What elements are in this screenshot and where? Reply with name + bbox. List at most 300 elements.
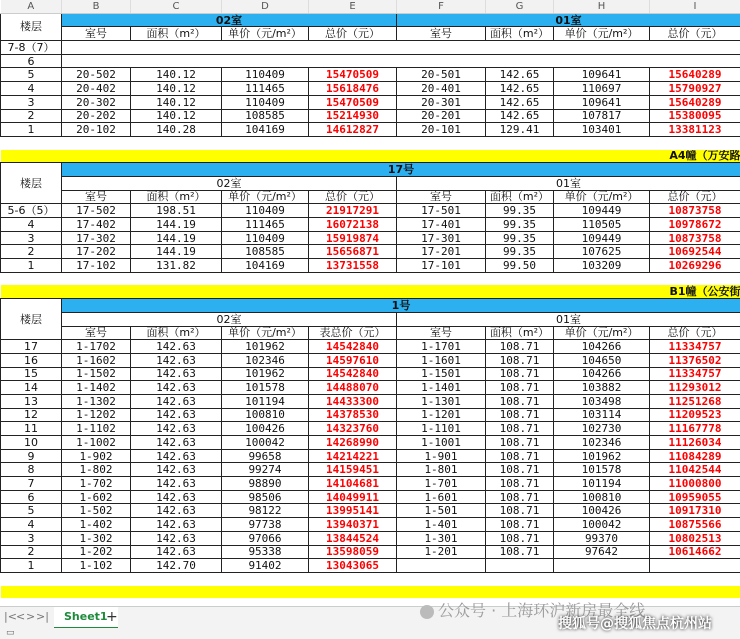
floor-cell[interactable]: 2	[1, 245, 62, 259]
data-cell[interactable]: 1-1101	[397, 422, 486, 436]
data-cell[interactable]: 1-202	[62, 545, 131, 559]
data-cell[interactable]: 17-402	[62, 218, 131, 232]
data-cell[interactable]: 11084289	[650, 449, 740, 463]
data-cell[interactable]: 11167778	[650, 422, 740, 436]
data-cell[interactable]: 104266	[554, 340, 650, 354]
data-cell[interactable]: 17-401	[397, 218, 486, 232]
data-cell[interactable]: 1-1201	[397, 408, 486, 422]
data-cell[interactable]: 104266	[554, 367, 650, 381]
col-title-room[interactable]: 室号	[397, 27, 486, 41]
data-cell[interactable]: 110409	[222, 95, 309, 109]
data-cell[interactable]: 109641	[554, 68, 650, 82]
data-cell[interactable]: 97642	[554, 545, 650, 559]
data-cell[interactable]	[486, 559, 554, 573]
floor-cell[interactable]: 1	[1, 123, 62, 137]
data-cell[interactable]: 142.63	[131, 449, 222, 463]
data-cell[interactable]: 99370	[554, 531, 650, 545]
building-header[interactable]: 17号	[62, 163, 740, 177]
data-cell[interactable]: 17-501	[397, 204, 486, 218]
add-sheet-icon[interactable]: +	[106, 609, 118, 625]
data-cell[interactable]: 103498	[554, 394, 650, 408]
floor-cell[interactable]: 2	[1, 545, 62, 559]
col-title-room[interactable]: 室号	[397, 190, 486, 204]
data-cell[interactable]: 21917291	[309, 204, 397, 218]
data-cell[interactable]: 20-301	[397, 95, 486, 109]
data-cell[interactable]: 110505	[554, 218, 650, 232]
data-cell[interactable]: 14323760	[309, 422, 397, 436]
data-cell[interactable]: 100426	[554, 504, 650, 518]
col-title-area[interactable]: 面积（m²）	[131, 326, 222, 340]
data-cell[interactable]: 13940371	[309, 518, 397, 532]
data-cell[interactable]: 97066	[222, 531, 309, 545]
column-header-C[interactable]: C	[131, 0, 222, 13]
data-cell[interactable]: 142.63	[131, 381, 222, 395]
section-banner-bottom[interactable]	[1, 586, 740, 599]
data-cell[interactable]: 98506	[222, 490, 309, 504]
col-title-room[interactable]: 室号	[62, 27, 131, 41]
data-cell[interactable]: 142.63	[131, 394, 222, 408]
floor-cell[interactable]: 6	[1, 490, 62, 504]
data-cell[interactable]: 1-1301	[397, 394, 486, 408]
data-cell[interactable]: 110409	[222, 68, 309, 82]
data-cell[interactable]: 108.71	[486, 504, 554, 518]
section-banner[interactable]: A4幢（万安路	[1, 150, 740, 163]
data-cell[interactable]: 1-502	[62, 504, 131, 518]
data-cell[interactable]: 140.12	[131, 68, 222, 82]
data-cell[interactable]: 140.12	[131, 82, 222, 96]
next-sheet-nav-icon[interactable]: >	[26, 610, 36, 623]
data-cell[interactable]: 108.71	[486, 531, 554, 545]
data-cell[interactable]: 144.19	[131, 245, 222, 259]
data-cell[interactable]	[650, 559, 740, 573]
data-cell[interactable]	[397, 559, 486, 573]
data-cell[interactable]: 142.63	[131, 422, 222, 436]
gap-row[interactable]	[1, 136, 740, 149]
data-cell[interactable]: 20-202	[62, 109, 131, 123]
floor-header[interactable]: 楼层	[1, 163, 62, 204]
data-cell[interactable]: 101962	[222, 367, 309, 381]
data-cell[interactable]: 101578	[554, 463, 650, 477]
data-cell[interactable]: 142.63	[131, 504, 222, 518]
data-cell[interactable]: 1-1501	[397, 367, 486, 381]
data-cell[interactable]: 1-602	[62, 490, 131, 504]
data-cell[interactable]: 1-1602	[62, 353, 131, 367]
data-cell[interactable]: 110409	[222, 204, 309, 218]
data-cell[interactable]: 108585	[222, 109, 309, 123]
sheet-tab-sheet1[interactable]: Sheet1	[54, 607, 118, 629]
data-cell[interactable]: 15470509	[309, 68, 397, 82]
data-cell[interactable]: 100042	[222, 436, 309, 450]
data-cell[interactable]: 1-701	[397, 477, 486, 491]
data-cell[interactable]: 108.71	[486, 422, 554, 436]
data-cell[interactable]: 14378530	[309, 408, 397, 422]
data-cell[interactable]: 1-902	[62, 449, 131, 463]
data-cell[interactable]: 17-202	[62, 245, 131, 259]
data-cell[interactable]: 98122	[222, 504, 309, 518]
floor-cell[interactable]: 5	[1, 68, 62, 82]
data-cell[interactable]: 142.63	[131, 367, 222, 381]
data-cell[interactable]: 129.41	[486, 123, 554, 137]
data-cell[interactable]: 107817	[554, 109, 650, 123]
data-cell[interactable]: 20-501	[397, 68, 486, 82]
column-header-H[interactable]: H	[554, 0, 650, 13]
data-cell[interactable]: 91402	[222, 559, 309, 573]
data-cell[interactable]: 14159451	[309, 463, 397, 477]
data-cell[interactable]: 14049911	[309, 490, 397, 504]
data-cell[interactable]: 1-1402	[62, 381, 131, 395]
data-cell[interactable]: 1-601	[397, 490, 486, 504]
data-cell[interactable]: 14433300	[309, 394, 397, 408]
col-title-room[interactable]: 室号	[397, 326, 486, 340]
data-cell[interactable]: 13995141	[309, 504, 397, 518]
data-cell[interactable]: 98890	[222, 477, 309, 491]
column-header-B[interactable]: B	[62, 0, 131, 13]
col-title-unit[interactable]: 单价（元/m²）	[554, 326, 650, 340]
data-cell[interactable]: 99.35	[486, 204, 554, 218]
col-title-unit[interactable]: 单价（元/m²）	[222, 190, 309, 204]
data-cell[interactable]: 111465	[222, 218, 309, 232]
data-cell[interactable]: 10692544	[650, 245, 740, 259]
data-cell[interactable]: 142.65	[486, 68, 554, 82]
floor-cell[interactable]: 8	[1, 463, 62, 477]
data-cell[interactable]: 142.63	[131, 408, 222, 422]
data-cell[interactable]: 1-1702	[62, 340, 131, 354]
data-cell[interactable]: 104169	[222, 259, 309, 273]
data-cell[interactable]: 99.35	[486, 218, 554, 232]
data-cell[interactable]: 1-1202	[62, 408, 131, 422]
data-cell[interactable]: 1-1601	[397, 353, 486, 367]
floor-cell[interactable]: 3	[1, 95, 62, 109]
col-title-area[interactable]: 面积（m²）	[486, 27, 554, 41]
col-title-area[interactable]: 面积（m²）	[131, 27, 222, 41]
data-cell[interactable]: 103114	[554, 408, 650, 422]
data-cell[interactable]: 99274	[222, 463, 309, 477]
data-cell[interactable]: 13043065	[309, 559, 397, 573]
data-cell[interactable]: 17-301	[397, 231, 486, 245]
col-title-total[interactable]: 总价（元）	[650, 190, 740, 204]
col-title-unit[interactable]: 单价（元/m²）	[222, 27, 309, 41]
data-cell[interactable]: 108.71	[486, 340, 554, 354]
data-cell[interactable]: 101194	[222, 394, 309, 408]
floor-header[interactable]: 楼层	[1, 13, 62, 40]
column-header-D[interactable]: D	[222, 0, 309, 13]
data-cell[interactable]: 10873758	[650, 204, 740, 218]
data-cell[interactable]: 100810	[222, 408, 309, 422]
data-cell[interactable]: 144.19	[131, 218, 222, 232]
building-header[interactable]: 1号	[62, 299, 740, 313]
data-cell[interactable]: 1-402	[62, 518, 131, 532]
data-cell[interactable]: 1-1001	[397, 436, 486, 450]
data-cell[interactable]: 109449	[554, 231, 650, 245]
room-02-header[interactable]: 02室	[62, 13, 397, 27]
data-cell[interactable]: 17-102	[62, 259, 131, 273]
data-cell[interactable]: 11376502	[650, 353, 740, 367]
data-cell[interactable]: 10917310	[650, 504, 740, 518]
floor-cell[interactable]: 6	[1, 54, 62, 68]
floor-cell[interactable]: 5	[1, 504, 62, 518]
floor-cell[interactable]: 4	[1, 518, 62, 532]
data-cell[interactable]: 10978672	[650, 218, 740, 232]
data-cell[interactable]: 13381123	[650, 123, 740, 137]
data-cell[interactable]: 10802513	[650, 531, 740, 545]
empty-cell[interactable]	[62, 54, 740, 68]
floor-cell[interactable]: 7-8（7）	[1, 41, 62, 55]
data-cell[interactable]: 102730	[554, 422, 650, 436]
data-cell[interactable]: 17-502	[62, 204, 131, 218]
data-cell[interactable]: 1-801	[397, 463, 486, 477]
data-cell[interactable]: 20-402	[62, 82, 131, 96]
data-cell[interactable]: 103401	[554, 123, 650, 137]
data-cell[interactable]: 1-102	[62, 559, 131, 573]
data-cell[interactable]: 14542840	[309, 340, 397, 354]
data-cell[interactable]: 10959055	[650, 490, 740, 504]
floor-cell[interactable]: 13	[1, 394, 62, 408]
data-cell[interactable]: 14268990	[309, 436, 397, 450]
data-cell[interactable]: 95338	[222, 545, 309, 559]
data-cell[interactable]: 142.70	[131, 559, 222, 573]
data-cell[interactable]: 11042544	[650, 463, 740, 477]
data-cell[interactable]: 1-501	[397, 504, 486, 518]
data-cell[interactable]: 108585	[222, 245, 309, 259]
data-cell[interactable]: 14612827	[309, 123, 397, 137]
data-cell[interactable]: 108.71	[486, 518, 554, 532]
room-01-header[interactable]: 01室	[397, 312, 740, 326]
col-title-total_b[interactable]: 表总价（元）	[309, 326, 397, 340]
data-cell[interactable]: 101962	[222, 340, 309, 354]
data-cell[interactable]: 20-401	[397, 82, 486, 96]
data-cell[interactable]: 109449	[554, 204, 650, 218]
data-cell[interactable]: 1-1502	[62, 367, 131, 381]
data-cell[interactable]: 99.35	[486, 231, 554, 245]
floor-cell[interactable]: 16	[1, 353, 62, 367]
col-title-total[interactable]: 总价（元）	[309, 27, 397, 41]
data-cell[interactable]: 11334757	[650, 340, 740, 354]
col-title-area[interactable]: 面积（m²）	[131, 190, 222, 204]
col-title-unit[interactable]: 单价（元/m²）	[554, 27, 650, 41]
data-cell[interactable]: 142.63	[131, 518, 222, 532]
data-cell[interactable]: 1-201	[397, 545, 486, 559]
room-02-header[interactable]: 02室	[62, 176, 397, 190]
data-cell[interactable]: 108.71	[486, 490, 554, 504]
data-cell[interactable]: 11209523	[650, 408, 740, 422]
data-cell[interactable]: 15214930	[309, 109, 397, 123]
data-cell[interactable]: 142.63	[131, 353, 222, 367]
data-cell[interactable]: 142.65	[486, 95, 554, 109]
data-cell[interactable]: 20-101	[397, 123, 486, 137]
data-cell[interactable]: 14214221	[309, 449, 397, 463]
data-cell[interactable]: 15790927	[650, 82, 740, 96]
data-cell[interactable]: 108.71	[486, 436, 554, 450]
data-cell[interactable]: 101194	[554, 477, 650, 491]
data-cell[interactable]: 101578	[222, 381, 309, 395]
data-cell[interactable]: 15380095	[650, 109, 740, 123]
data-cell[interactable]: 15470509	[309, 95, 397, 109]
data-cell[interactable]: 108.71	[486, 463, 554, 477]
empty-cell[interactable]	[62, 41, 740, 55]
data-cell[interactable]: 142.63	[131, 490, 222, 504]
data-cell[interactable]: 14104681	[309, 477, 397, 491]
col-title-area[interactable]: 面积（m²）	[486, 326, 554, 340]
data-cell[interactable]: 99.35	[486, 245, 554, 259]
data-cell[interactable]: 108.71	[486, 367, 554, 381]
prev-sheet-nav-icon[interactable]: <	[16, 610, 26, 623]
floor-cell[interactable]: 5-6（5）	[1, 204, 62, 218]
gap-row[interactable]	[1, 272, 740, 285]
data-cell[interactable]: 107625	[554, 245, 650, 259]
data-cell[interactable]: 142.65	[486, 109, 554, 123]
data-cell[interactable]: 102346	[222, 353, 309, 367]
data-cell[interactable]: 108.71	[486, 449, 554, 463]
data-cell[interactable]: 99.50	[486, 259, 554, 273]
last-sheet-nav-icon[interactable]: >|	[36, 610, 49, 623]
data-cell[interactable]: 13598059	[309, 545, 397, 559]
data-cell[interactable]: 15919874	[309, 231, 397, 245]
floor-cell[interactable]: 4	[1, 218, 62, 232]
data-cell[interactable]: 142.63	[131, 545, 222, 559]
floor-cell[interactable]: 15	[1, 367, 62, 381]
data-cell[interactable]: 111465	[222, 82, 309, 96]
floor-cell[interactable]: 1	[1, 259, 62, 273]
data-cell[interactable]: 142.63	[131, 477, 222, 491]
floor-cell[interactable]: 3	[1, 231, 62, 245]
col-title-unit[interactable]: 单价（元/m²）	[222, 326, 309, 340]
data-cell[interactable]: 1-302	[62, 531, 131, 545]
data-cell[interactable]: 103882	[554, 381, 650, 395]
data-cell[interactable]: 100042	[554, 518, 650, 532]
data-cell[interactable]: 11000800	[650, 477, 740, 491]
data-cell[interactable]: 17-101	[397, 259, 486, 273]
data-cell[interactable]: 108.71	[486, 381, 554, 395]
data-cell[interactable]: 140.12	[131, 109, 222, 123]
data-cell[interactable]: 144.19	[131, 231, 222, 245]
data-cell[interactable]: 142.63	[131, 340, 222, 354]
data-cell[interactable]: 15640289	[650, 68, 740, 82]
data-cell[interactable]: 11126034	[650, 436, 740, 450]
data-cell[interactable]: 108.71	[486, 545, 554, 559]
data-cell[interactable]: 15640289	[650, 95, 740, 109]
data-cell[interactable]: 10873758	[650, 231, 740, 245]
data-cell[interactable]: 108.71	[486, 353, 554, 367]
data-cell[interactable]: 1-901	[397, 449, 486, 463]
data-cell[interactable]: 13844524	[309, 531, 397, 545]
data-cell[interactable]: 108.71	[486, 394, 554, 408]
data-cell[interactable]: 104650	[554, 353, 650, 367]
floor-cell[interactable]: 11	[1, 422, 62, 436]
floor-cell[interactable]: 2	[1, 109, 62, 123]
first-sheet-nav-icon[interactable]: |<	[4, 610, 17, 623]
floor-cell[interactable]: 9	[1, 449, 62, 463]
col-title-total[interactable]: 总价（元）	[650, 326, 740, 340]
col-title-room[interactable]: 室号	[62, 326, 131, 340]
data-cell[interactable]: 1-301	[397, 531, 486, 545]
floor-header[interactable]: 楼层	[1, 299, 62, 340]
room-01-header[interactable]: 01室	[397, 176, 740, 190]
data-cell[interactable]: 14542840	[309, 367, 397, 381]
column-header-I[interactable]: I	[650, 0, 740, 13]
data-cell[interactable]: 108.71	[486, 408, 554, 422]
data-cell[interactable]: 1-1401	[397, 381, 486, 395]
data-cell[interactable]: 131.82	[131, 259, 222, 273]
floor-cell[interactable]: 1	[1, 559, 62, 573]
col-title-room[interactable]: 室号	[62, 190, 131, 204]
data-cell[interactable]: 198.51	[131, 204, 222, 218]
col-title-total[interactable]: 总价（元）	[650, 27, 740, 41]
data-cell[interactable]: 20-102	[62, 123, 131, 137]
data-cell[interactable]: 1-802	[62, 463, 131, 477]
data-cell[interactable]: 20-201	[397, 109, 486, 123]
data-cell[interactable]: 11251268	[650, 394, 740, 408]
column-header-G[interactable]: G	[486, 0, 554, 13]
data-cell[interactable]: 140.12	[131, 95, 222, 109]
data-cell[interactable]: 11293012	[650, 381, 740, 395]
floor-cell[interactable]: 4	[1, 82, 62, 96]
room-02-header[interactable]: 02室	[62, 312, 397, 326]
column-header-A[interactable]: A	[1, 0, 62, 13]
data-cell[interactable]: 10614662	[650, 545, 740, 559]
data-cell[interactable]: 102346	[554, 436, 650, 450]
floor-cell[interactable]: 12	[1, 408, 62, 422]
data-cell[interactable]: 1-1302	[62, 394, 131, 408]
data-cell[interactable]: 14597610	[309, 353, 397, 367]
floor-cell[interactable]: 10	[1, 436, 62, 450]
data-cell[interactable]: 100810	[554, 490, 650, 504]
data-cell[interactable]: 1-401	[397, 518, 486, 532]
data-cell[interactable]: 1-1102	[62, 422, 131, 436]
col-title-total[interactable]: 总价（元）	[309, 190, 397, 204]
floor-cell[interactable]: 3	[1, 531, 62, 545]
data-cell[interactable]: 14488070	[309, 381, 397, 395]
data-cell[interactable]: 142.65	[486, 82, 554, 96]
data-cell[interactable]: 20-302	[62, 95, 131, 109]
floor-cell[interactable]: 7	[1, 477, 62, 491]
column-header-E[interactable]: E	[309, 0, 397, 13]
data-cell[interactable]: 100426	[222, 422, 309, 436]
data-cell[interactable]: 142.63	[131, 531, 222, 545]
data-cell[interactable]: 15656871	[309, 245, 397, 259]
data-cell[interactable]: 142.63	[131, 463, 222, 477]
data-cell[interactable]	[554, 559, 650, 573]
data-cell[interactable]: 11334757	[650, 367, 740, 381]
floor-cell[interactable]: 14	[1, 381, 62, 395]
data-cell[interactable]: 108.71	[486, 477, 554, 491]
data-cell[interactable]: 1-1002	[62, 436, 131, 450]
data-cell[interactable]: 103209	[554, 259, 650, 273]
data-cell[interactable]: 15618476	[309, 82, 397, 96]
data-cell[interactable]: 101962	[554, 449, 650, 463]
column-header-F[interactable]: F	[397, 0, 486, 13]
data-cell[interactable]: 13731558	[309, 259, 397, 273]
data-cell[interactable]: 140.28	[131, 123, 222, 137]
section-banner[interactable]: B1幢（公安街	[1, 285, 740, 298]
data-cell[interactable]: 110697	[554, 82, 650, 96]
gap-row[interactable]	[1, 572, 740, 585]
data-cell[interactable]: 17-201	[397, 245, 486, 259]
floor-cell[interactable]: 17	[1, 340, 62, 354]
data-cell[interactable]: 20-502	[62, 68, 131, 82]
data-cell[interactable]: 99658	[222, 449, 309, 463]
data-cell[interactable]: 1-702	[62, 477, 131, 491]
data-cell[interactable]: 97738	[222, 518, 309, 532]
col-title-unit[interactable]: 单价（元/m²）	[554, 190, 650, 204]
data-cell[interactable]: 109641	[554, 95, 650, 109]
room-01-header[interactable]: 01室	[397, 13, 740, 27]
data-cell[interactable]: 17-302	[62, 231, 131, 245]
data-cell[interactable]: 142.63	[131, 436, 222, 450]
data-cell[interactable]: 110409	[222, 231, 309, 245]
data-cell[interactable]: 10875566	[650, 518, 740, 532]
data-cell[interactable]: 16072138	[309, 218, 397, 232]
data-cell[interactable]: 10269296	[650, 259, 740, 273]
